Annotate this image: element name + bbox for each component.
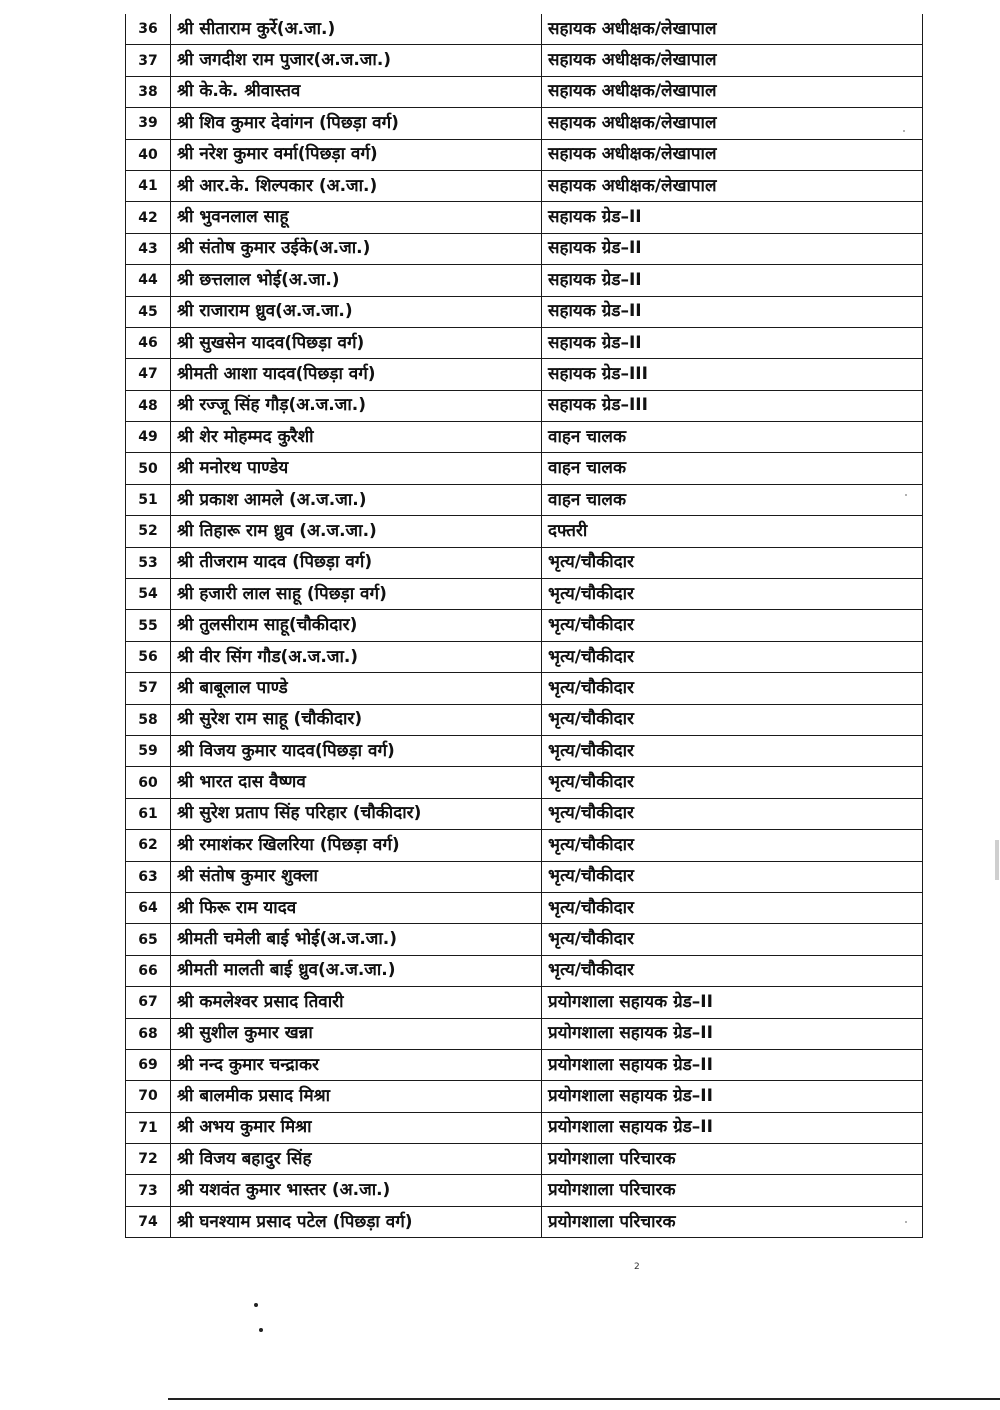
employee-name: श्री कमलेश्वर प्रसाद तिवारी: [171, 987, 542, 1018]
employee-name: श्री विजय कुमार यादव(पिछड़ा वर्ग): [171, 735, 542, 766]
post-title: सहायक अधीक्षक/लेखापाल: [542, 108, 923, 139]
employee-name: श्री जगदीश राम पुजार(अ.ज.जा.): [171, 45, 542, 76]
table-row: [126, 892, 923, 923]
employee-name: श्री संतोष कुमार शुक्ला: [171, 861, 542, 892]
row-number: 48: [126, 390, 171, 421]
post-title: सहायक ग्रेड–II: [542, 233, 923, 264]
table-row: [126, 673, 923, 704]
table-row: [126, 861, 923, 892]
post-title: भृत्य/चौकीदार: [542, 673, 923, 704]
table-row: [126, 987, 923, 1018]
table-row: [126, 453, 923, 484]
row-number: 37: [126, 45, 171, 76]
employee-name: श्रीमती मालती बाई ध्रुव(अ.ज.जा.): [171, 955, 542, 986]
row-number: 52: [126, 516, 171, 547]
row-number: 42: [126, 202, 171, 233]
employee-name: श्री नन्द कुमार चन्द्राकर: [171, 1049, 542, 1080]
post-title: सहायक ग्रेड–II: [542, 327, 923, 358]
post-title: भृत्य/चौकीदार: [542, 579, 923, 610]
scan-speck: [905, 494, 907, 496]
row-number: 47: [126, 359, 171, 390]
post-title: भृत्य/चौकीदार: [542, 892, 923, 923]
post-title: भृत्य/चौकीदार: [542, 798, 923, 829]
post-title: भृत्य/चौकीदार: [542, 830, 923, 861]
table-row: [126, 735, 923, 766]
table-row: [126, 767, 923, 798]
row-number: 61: [126, 798, 171, 829]
employee-name: श्री हजारी लाल साहू (पिछड़ा वर्ग): [171, 579, 542, 610]
employee-name: श्री सुरेश प्रताप सिंह परिहार (चौकीदार): [171, 798, 542, 829]
row-number: 66: [126, 955, 171, 986]
row-number: 62: [126, 830, 171, 861]
row-number: 60: [126, 767, 171, 798]
table-row: [126, 14, 923, 45]
scan-speck: [905, 1221, 907, 1223]
row-number: 72: [126, 1144, 171, 1175]
table-row: [126, 76, 923, 107]
row-number: 57: [126, 673, 171, 704]
employee-name: श्री नरेश कुमार वर्मा(पिछड़ा वर्ग): [171, 139, 542, 170]
row-number: 49: [126, 422, 171, 453]
post-title: भृत्य/चौकीदार: [542, 735, 923, 766]
employee-name: श्री बालमीक प्रसाद मिश्रा: [171, 1081, 542, 1112]
row-number: 70: [126, 1081, 171, 1112]
post-title: सहायक अधीक्षक/लेखापाल: [542, 139, 923, 170]
row-number: 54: [126, 579, 171, 610]
employee-name: श्री प्रकाश आमले (अ.ज.जा.): [171, 484, 542, 515]
table-row: [126, 390, 923, 421]
post-title: प्रयोगशाला सहायक ग्रेड–II: [542, 1049, 923, 1080]
row-number: 36: [126, 14, 171, 45]
scan-edge-shadow: [995, 840, 999, 880]
table-row: [126, 641, 923, 672]
employee-name: श्रीमती आशा यादव(पिछड़ा वर्ग): [171, 359, 542, 390]
table-row: [126, 108, 923, 139]
table-row: [126, 170, 923, 201]
table-row: [126, 516, 923, 547]
post-title: सहायक अधीक्षक/लेखापाल: [542, 14, 923, 45]
post-title: भृत्य/चौकीदार: [542, 924, 923, 955]
table-row: [126, 484, 923, 515]
employee-name: श्री तीजराम यादव (पिछड़ा वर्ग): [171, 547, 542, 578]
post-title: भृत्य/चौकीदार: [542, 955, 923, 986]
employee-name: श्री अभय कुमार मिश्रा: [171, 1112, 542, 1143]
table-row: [126, 547, 923, 578]
row-number: 55: [126, 610, 171, 641]
employee-name: श्री मनोरथ पाण्डेय: [171, 453, 542, 484]
employee-name: श्री सीताराम कुर्रे(अ.जा.): [171, 14, 542, 45]
table-row: [126, 1081, 923, 1112]
post-title: सहायक ग्रेड–III: [542, 359, 923, 390]
row-number: 67: [126, 987, 171, 1018]
post-title: वाहन चालक: [542, 484, 923, 515]
post-title: सहायक ग्रेड–III: [542, 390, 923, 421]
scan-speck: [259, 1328, 263, 1332]
post-title: सहायक ग्रेड–II: [542, 296, 923, 327]
table-row: [126, 1175, 923, 1206]
post-title: भृत्य/चौकीदार: [542, 610, 923, 641]
table-row: [126, 1144, 923, 1175]
table-row: [126, 327, 923, 358]
row-number: 45: [126, 296, 171, 327]
table-row: [126, 45, 923, 76]
row-number: 64: [126, 892, 171, 923]
row-number: 74: [126, 1206, 171, 1237]
post-title: प्रयोगशाला सहायक ग्रेड–II: [542, 1081, 923, 1112]
employee-name: श्री रमाशंकर खिलरिया (पिछड़ा वर्ग): [171, 830, 542, 861]
row-number: 40: [126, 139, 171, 170]
employee-name: श्री छत्तलाल भोई(अ.जा.): [171, 265, 542, 296]
table-row: [126, 422, 923, 453]
row-number: 68: [126, 1018, 171, 1049]
employee-name: श्री शेर मोहम्मद कुरैशी: [171, 422, 542, 453]
employee-name: श्री फिरू राम यादव: [171, 892, 542, 923]
post-title: प्रयोगशाला परिचारक: [542, 1175, 923, 1206]
post-title: प्रयोगशाला सहायक ग्रेड–II: [542, 1112, 923, 1143]
post-title: दफ्तरी: [542, 516, 923, 547]
table-row: [126, 830, 923, 861]
row-number: 59: [126, 735, 171, 766]
employee-name: श्री सुशील कुमार खन्ना: [171, 1018, 542, 1049]
post-title: भृत्य/चौकीदार: [542, 767, 923, 798]
post-title: प्रयोगशाला सहायक ग्रेड–II: [542, 1018, 923, 1049]
post-title: सहायक अधीक्षक/लेखापाल: [542, 45, 923, 76]
row-number: 43: [126, 233, 171, 264]
post-title: वाहन चालक: [542, 453, 923, 484]
post-title: सहायक ग्रेड–II: [542, 265, 923, 296]
table-row: [126, 202, 923, 233]
row-number: 63: [126, 861, 171, 892]
table-row: [126, 579, 923, 610]
post-title: वाहन चालक: [542, 422, 923, 453]
table-row: [126, 1206, 923, 1237]
employee-name: श्रीमती चमेली बाई भोई(अ.ज.जा.): [171, 924, 542, 955]
table-row: [126, 704, 923, 735]
row-number: 38: [126, 76, 171, 107]
table-row: [126, 1018, 923, 1049]
employee-name: श्री घनश्याम प्रसाद पटेल (पिछड़ा वर्ग): [171, 1206, 542, 1237]
table-row: [126, 610, 923, 641]
table-row: [126, 798, 923, 829]
row-number: 41: [126, 170, 171, 201]
table-row: [126, 139, 923, 170]
employee-name: श्री बाबूलाल पाण्डे: [171, 673, 542, 704]
row-number: 44: [126, 265, 171, 296]
post-title: सहायक अधीक्षक/लेखापाल: [542, 170, 923, 201]
post-title: प्रयोगशाला सहायक ग्रेड–II: [542, 987, 923, 1018]
row-number: 69: [126, 1049, 171, 1080]
row-number: 51: [126, 484, 171, 515]
employee-name: श्री के.के. श्रीवास्तव: [171, 76, 542, 107]
row-number: 46: [126, 327, 171, 358]
post-title: प्रयोगशाला परिचारक: [542, 1144, 923, 1175]
row-number: 73: [126, 1175, 171, 1206]
row-number: 58: [126, 704, 171, 735]
post-title: भृत्य/चौकीदार: [542, 861, 923, 892]
post-title: प्रयोगशाला परिचारक: [542, 1206, 923, 1237]
post-title: सहायक ग्रेड–II: [542, 202, 923, 233]
table-row: [126, 924, 923, 955]
row-number: 53: [126, 547, 171, 578]
row-number: 65: [126, 924, 171, 955]
table-row: [126, 1049, 923, 1080]
page-mark: 2: [634, 1262, 640, 1272]
table-row: [126, 265, 923, 296]
staff-table: [125, 14, 923, 1238]
row-number: 71: [126, 1112, 171, 1143]
table-row: [126, 1112, 923, 1143]
table-row: [126, 955, 923, 986]
row-number: 56: [126, 641, 171, 672]
table-row: [126, 233, 923, 264]
table-row: [126, 359, 923, 390]
post-title: भृत्य/चौकीदार: [542, 641, 923, 672]
post-title: भृत्य/चौकीदार: [542, 547, 923, 578]
row-number: 39: [126, 108, 171, 139]
employee-name: श्री सुखसेन यादव(पिछड़ा वर्ग): [171, 327, 542, 358]
bottom-rule: [168, 1398, 1000, 1400]
employee-name: श्री विजय बहादुर सिंह: [171, 1144, 542, 1175]
post-title: भृत्य/चौकीदार: [542, 704, 923, 735]
table-row: [126, 296, 923, 327]
employee-name: श्री वीर सिंग गौड(अ.ज.जा.): [171, 641, 542, 672]
scan-speck: [903, 130, 905, 132]
employee-name: श्री यशवंत कुमार भास्तर (अ.जा.): [171, 1175, 542, 1206]
employee-name: श्री संतोष कुमार उईके(अ.जा.): [171, 233, 542, 264]
employee-name: श्री शिव कुमार देवांगन (पिछड़ा वर्ग): [171, 108, 542, 139]
employee-name: श्री रज्जू सिंह गौड़(अ.ज.जा.): [171, 390, 542, 421]
post-title: सहायक अधीक्षक/लेखापाल: [542, 76, 923, 107]
staff-table-body: [126, 14, 923, 1238]
employee-name: श्री भुवनलाल साहू: [171, 202, 542, 233]
scan-speck: [254, 1303, 258, 1307]
row-number: 50: [126, 453, 171, 484]
employee-name: श्री तुलसीराम साहू(चौकीदार): [171, 610, 542, 641]
employee-name: श्री तिहारू राम ध्रुव (अ.ज.जा.): [171, 516, 542, 547]
employee-name: श्री आर.के. शिल्पकार (अ.जा.): [171, 170, 542, 201]
employee-name: श्री सुरेश राम साहू (चौकीदार): [171, 704, 542, 735]
employee-name: श्री राजाराम ध्रुव(अ.ज.जा.): [171, 296, 542, 327]
employee-name: श्री भारत दास वैष्णव: [171, 767, 542, 798]
